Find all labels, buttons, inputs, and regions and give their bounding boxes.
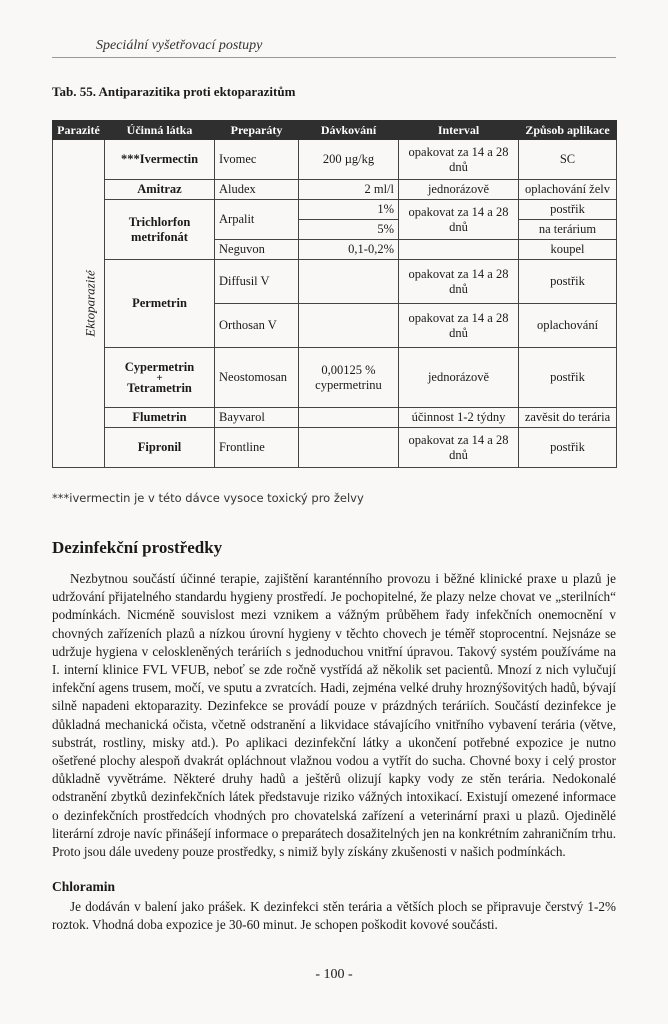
table-footnote: ***ivermectin je v této dávce vysoce toxický pro želvy [52, 491, 364, 505]
interval-cell: opakovat za 14 a 28 dnů [399, 140, 519, 180]
application-cell: postřik [519, 260, 617, 304]
dose-cell [299, 304, 399, 348]
dose-cell: 1% [299, 200, 399, 220]
group-cell [53, 140, 105, 468]
dose-cell [299, 408, 399, 428]
preparation-cell: Bayvarol [215, 408, 299, 428]
running-head-rule [52, 57, 616, 58]
interval-cell: opakovat za 14 a 28 dnů [399, 428, 519, 468]
preparation-cell: Arpalit [215, 200, 299, 240]
substance-cell [105, 348, 215, 408]
table-header-row [53, 121, 617, 140]
preparation-cell: Diffusil V [215, 260, 299, 304]
application-cell: na terárium [519, 220, 617, 240]
table-row [53, 260, 617, 304]
section-heading: Dezinfekční prostředky [52, 538, 223, 557]
header-cell: Interval [399, 121, 519, 140]
substance-name: Cypermetrin [124, 359, 195, 374]
table-title: Tab. 55. Antiparazitika proti ektoparazitům [52, 84, 296, 99]
application-cell: koupel [519, 240, 617, 260]
dose-cell: 5% [299, 220, 399, 240]
preparation-cell: Frontline [215, 428, 299, 468]
preparation-cell: Neostomosan [215, 348, 299, 408]
preparation-cell: Aludex [215, 180, 299, 200]
substance-cell: ***Ivermectin [105, 140, 215, 180]
application-cell: oplachování [519, 304, 617, 348]
interval-cell [399, 240, 519, 260]
application-cell: postřik [519, 200, 617, 220]
application-cell: postřik [519, 428, 617, 468]
application-cell: SC [519, 140, 617, 180]
table-row [53, 428, 617, 468]
header-cell: Parazité [53, 121, 105, 140]
interval-cell: opakovat za 14 a 28 dnů [399, 260, 519, 304]
table-row [53, 140, 617, 180]
interval-cell: jednorázově [399, 348, 519, 408]
page-number: - 100 - [315, 967, 353, 982]
header-cell: Účinná látka [105, 121, 215, 140]
substance-cell: Amitraz [105, 180, 215, 200]
dose-cell: 2 ml/l [299, 180, 399, 200]
preparation-cell: Orthosan V [215, 304, 299, 348]
preparation-cell: Ivomec [215, 140, 299, 180]
application-cell: oplachování želv [519, 180, 617, 200]
dose-cell [299, 428, 399, 468]
plus-sign: + [156, 371, 163, 384]
antiparasitic-table [52, 120, 617, 468]
group-label: Ektoparazité [82, 269, 98, 337]
table-row [53, 408, 617, 428]
interval-cell: opakovat za 14 a 28 dnů [399, 304, 519, 348]
dose-cell: 200 µg/kg [299, 140, 399, 180]
subsection-heading: Chloramin [52, 879, 116, 894]
substance-cell: Trichlorfon metrifonát [105, 200, 215, 260]
running-head-text: Speciální vyšetřovací postupy [96, 38, 263, 53]
application-cell: zavěsit do terária [519, 408, 617, 428]
dose-cell: 0,00125 % cypermetrinu [299, 348, 399, 408]
table-row [53, 348, 617, 408]
interval-cell: opakovat za 14 a 28 dnů [399, 200, 519, 240]
interval-cell: účinnost 1-2 týdny [399, 408, 519, 428]
header-cell: Preparáty [215, 121, 299, 140]
running-head [52, 38, 616, 54]
interval-cell: jednorázově [399, 180, 519, 200]
subsection-paragraph: Je dodáván v balení jako prášek. K dezinfekci stěn terária a větších ploch se připravuje čerstvý 1-2% roztok. Vhodná doba expozice je 30-60 minut. Je schopen poškodit kovové součásti. [52, 899, 616, 933]
dose-cell [299, 260, 399, 304]
substance-name: Tetrametrin [127, 380, 192, 395]
substance-cell: Flumetrin [105, 408, 215, 428]
substance-cell: Permetrin [105, 260, 215, 348]
dose-cell: 0,1-0,2% [299, 240, 399, 260]
header-cell: Způsob aplikace [519, 121, 617, 140]
section-paragraph: Nezbytnou součástí účinné terapie, zajištění karanténního provozu i běžné klinické praxe u plazů je udržování přijatelného standardu hygieny prostředí. Je pochopitelné, že plazy nelze chovat ve „sterilních“ podmínkách. Nicméně souvislost mezi vznikem a vážným průběhem řady infekčních onemocnění v chovných zařízeních plazů a nízkou úrovní hygieny v těchto chovech je téměř stoprocentní. Nejsnáze se udržuje hygiena v celoskleněných teráriích s jednoduchou vnitřní úpravou. Takový systém používáme na I. interní klinice FVL VFUB, neboť se zde ročně vystřídá až několik set pacientů. Mnozí z nich vylučují infekční agens trusem, močí, ve sputu a zvratcích. Hadi, zejména velké druhy hroznýšovitých hadů, bývají silně napadeni ektoparazity. Dezinfekce se provádí pouze v prázdných teráriích. Součástí dezinfekce je důkladná mechanická očista, včetně odstranění a likvidace stávajícího vnitřního vybavení terária (větve, substrát, rostliny, misky atd.). Po aplikaci dezinfekční látky a ukončení potřebné expozice je nutno ošetřené plochy alespoň dvakrát opláchnout vlažnou vodou a vytřít do sucha. Chovné boxy i celý prostor důkladně vyvětráme. Některé druhy hadů a ještěrů olizují kapky vody ze stěn terária. Nedokonalé odstranění zbytků dezinfekčních látek představuje riziko vážných intoxikací. Existují omezené informace o dezinfekčních prostředcích vhodných pro chovatelská zařízení a veterinární praxi u plazů. Ojedinělé literární zdroje navíc přinášejí informace o preparátech dosažitelných jen na konkrétním zahraničním trhu. Proto jsou dále uvedeny pouze prostředky, s nimiž byly získány zkušenosti v našich podmínkách. [52, 571, 616, 860]
header-cell: Dávkování [299, 121, 399, 140]
substance-cell: Fipronil [105, 428, 215, 468]
table-row [53, 180, 617, 200]
application-cell: postřik [519, 348, 617, 408]
preparation-cell: Neguvon [215, 240, 299, 260]
table-row [53, 200, 617, 220]
